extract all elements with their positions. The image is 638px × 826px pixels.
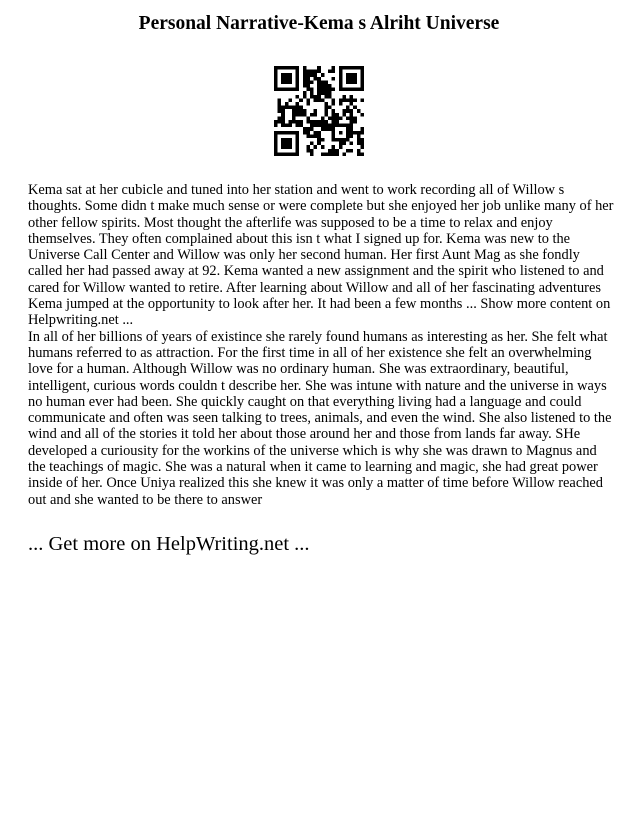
qr-code-graphic [274, 66, 364, 156]
document-body [28, 182, 614, 508]
qr-code-icon [274, 66, 364, 156]
document-title: Personal Narrative-Kema s Alriht Universe [138, 13, 500, 34]
paragraph-2: In all of her billions of years of existince she rarely found humans as interesting as her. She felt what humans referred to as attraction. For the first time in all of her existence she felt an overwhelming love for a human. Although Willow was no ordinary human. She was extraordinary, beautiful, intelligent, curious words couldn t describe her. She was intune with nature and the universe in ways no human ever had been. She quickly caught on that everything living had a language and could communicate and often was seen talking to trees, animals, and even the wind. She also listened to the wind and all of the stories it told her about those around her and those from lands far away. SHe developed a curiousity for the workins of the universe which is why she was drawn to Magnus and the teachings of magic. She was a natural when it came to learning and magic, she had great power inside of her. Once Uniya realized this she knew it was only a matter of time before Willow reached out and she wanted to be there to answer [28, 328, 612, 508]
paragraph-1: Kema sat at her cubicle and tuned into her station and went to work recording all of Willow s thoughts. Some didn t make much sense or were complete but she enjoyed her job unlike many of her other fellow spirits. Most thought the afterlife was supposed to be a time to relax and enjoy themselves. They often complained about this isn t what I signed up for. Kema was new to the Universe Call Center and Willow was only her second human. Her first Aunt Mag as she fondly called her had passed away at 92. Kema wanted a new assignment and the spirit who listened to and cared for Willow wanted to retire. After learning about Willow and all of her fascinating adventures Kema jumped at the opportunity to look after her. It had been a few months ... Show more content on Helpwriting.net ... [28, 182, 614, 329]
get-more-link[interactable]: ... Get more on HelpWriting.net ... [28, 533, 310, 555]
